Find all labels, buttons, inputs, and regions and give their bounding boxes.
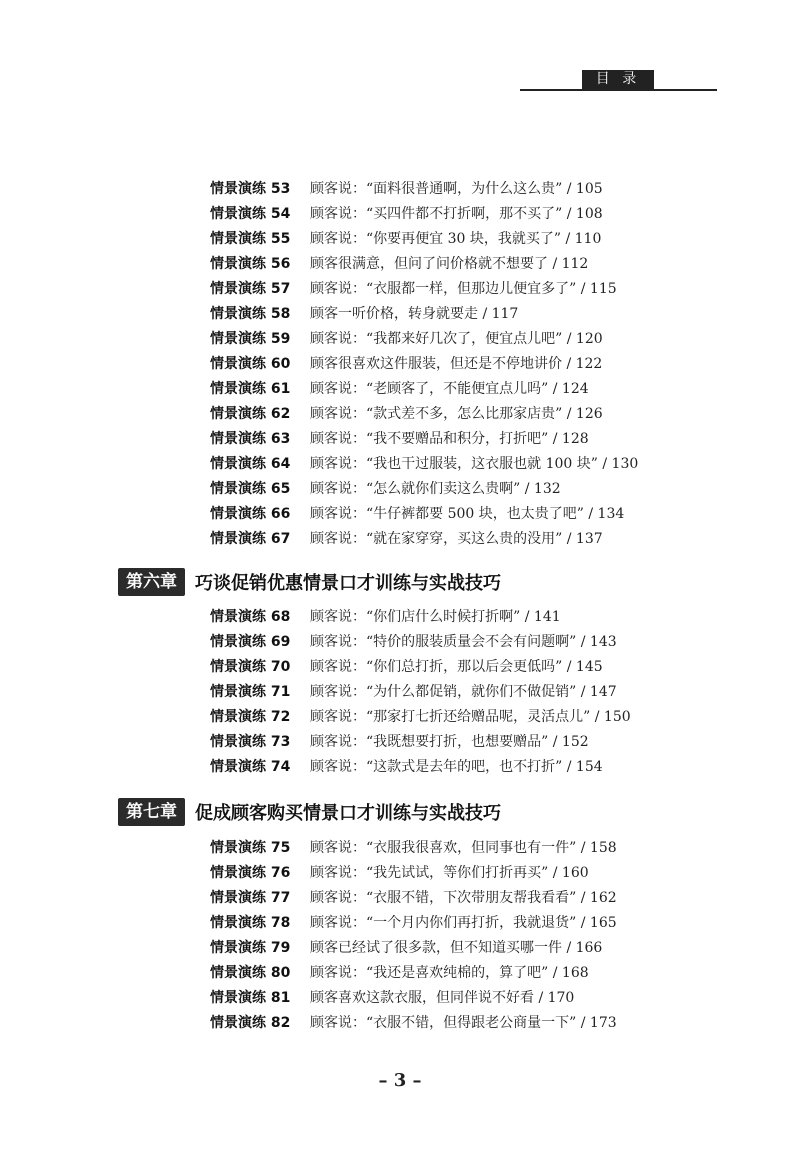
chapter-heading[interactable] bbox=[118, 567, 501, 597]
toc-entry[interactable] bbox=[210, 427, 638, 452]
entry-text: 顾客说：“我先试试，等你们打折再买” / 160 bbox=[310, 865, 589, 881]
toc-entry[interactable] bbox=[210, 202, 638, 227]
entry-label: 情景演练 63 bbox=[210, 431, 291, 447]
entry-text: 顾客说：“为什么都促销，就你们不做促销” / 147 bbox=[310, 684, 617, 700]
entry-text: 顾客说：“特价的服装质量会不会有问题啊” / 143 bbox=[310, 634, 617, 650]
toc-entry[interactable] bbox=[210, 477, 638, 502]
toc-group bbox=[210, 836, 617, 1036]
entry-text: 顾客说：“衣服不错，但得跟老公商量一下” / 173 bbox=[310, 1015, 617, 1031]
toc-entry[interactable] bbox=[210, 911, 617, 936]
toc-entry[interactable] bbox=[210, 1011, 617, 1036]
toc-entry[interactable] bbox=[210, 605, 631, 630]
entry-text: 顾客说：“老顾客了，不能便宜点儿吗” / 124 bbox=[310, 381, 589, 397]
entry-label: 情景演练 70 bbox=[210, 659, 291, 675]
toc-entry[interactable] bbox=[210, 861, 617, 886]
entry-text: 顾客说：“就在家穿穿，买这么贵的没用” / 137 bbox=[310, 531, 603, 547]
entry-text: 顾客说：“这款式是去年的吧，也不打折” / 154 bbox=[310, 759, 603, 775]
entry-label: 情景演练 80 bbox=[210, 965, 291, 981]
toc-entry[interactable] bbox=[210, 961, 617, 986]
toc-entry[interactable] bbox=[210, 277, 638, 302]
toc-group bbox=[210, 177, 638, 552]
entry-label: 情景演练 81 bbox=[210, 990, 291, 1006]
entry-text: 顾客说：“那家打七折还给赠品呢，灵活点儿” / 150 bbox=[310, 709, 631, 725]
toc-entry[interactable] bbox=[210, 680, 631, 705]
entry-text: 顾客说：“款式差不多，怎么比那家店贵” / 126 bbox=[310, 406, 603, 422]
entry-label: 情景演练 68 bbox=[210, 609, 291, 625]
entry-text: 顾客说：“怎么就你们卖这么贵啊” / 132 bbox=[310, 481, 561, 497]
entry-label: 情景演练 78 bbox=[210, 915, 291, 931]
entry-label: 情景演练 79 bbox=[210, 940, 291, 956]
toc-entry[interactable] bbox=[210, 377, 638, 402]
toc-entry[interactable] bbox=[210, 836, 617, 861]
header-rule bbox=[520, 89, 717, 91]
entry-text: 顾客说：“衣服都一样，但那边儿便宜多了” / 115 bbox=[310, 281, 617, 297]
entry-label: 情景演练 57 bbox=[210, 281, 291, 297]
toc-entry[interactable] bbox=[210, 936, 617, 961]
entry-text: 顾客一听价格，转身就要走 / 117 bbox=[310, 306, 519, 322]
toc-entry[interactable] bbox=[210, 730, 631, 755]
entry-label: 情景演练 54 bbox=[210, 206, 291, 222]
toc-entry[interactable] bbox=[210, 227, 638, 252]
toc-entry[interactable] bbox=[210, 886, 617, 911]
entry-text: 顾客说：“买四件都不打折啊，那不买了” / 108 bbox=[310, 206, 603, 222]
toc-entry[interactable] bbox=[210, 177, 638, 202]
entry-label: 情景演练 75 bbox=[210, 840, 291, 856]
toc-entry[interactable] bbox=[210, 352, 638, 377]
toc-entry[interactable] bbox=[210, 302, 638, 327]
toc-entry[interactable] bbox=[210, 986, 617, 1011]
entry-text: 顾客说：“我不要赠品和积分，打折吧” / 128 bbox=[310, 431, 589, 447]
toc-entry[interactable] bbox=[210, 527, 638, 552]
chapter-heading[interactable] bbox=[118, 797, 501, 827]
entry-text: 顾客说：“我也干过服装，这衣服也就 100 块” / 130 bbox=[310, 456, 639, 472]
entry-label: 情景演练 64 bbox=[210, 456, 291, 472]
entry-label: 情景演练 72 bbox=[210, 709, 291, 725]
entry-text: 顾客说：“面料很普通啊，为什么这么贵” / 105 bbox=[310, 181, 603, 197]
chapter-badge: 第六章 bbox=[118, 568, 185, 596]
toc-entry[interactable] bbox=[210, 630, 631, 655]
entry-label: 情景演练 66 bbox=[210, 506, 291, 522]
entry-label: 情景演练 74 bbox=[210, 759, 291, 775]
entry-text: 顾客已经试了很多款，但不知道买哪一件 / 166 bbox=[310, 940, 603, 956]
toc-group bbox=[210, 605, 631, 780]
entry-text: 顾客说：“我都来好几次了，便宜点儿吧” / 120 bbox=[310, 331, 603, 347]
entry-text: 顾客说：“一个月内你们再打折，我就退货” / 165 bbox=[310, 915, 617, 931]
entry-label: 情景演练 82 bbox=[210, 1015, 291, 1031]
entry-label: 情景演练 73 bbox=[210, 734, 291, 750]
toc-entry[interactable] bbox=[210, 705, 631, 730]
entry-text: 顾客说：“你要再便宜 30 块，我就买了” / 110 bbox=[310, 231, 602, 247]
toc-entry[interactable] bbox=[210, 327, 638, 352]
toc-entry[interactable] bbox=[210, 755, 631, 780]
toc-entry[interactable] bbox=[210, 402, 638, 427]
toc-entry[interactable] bbox=[210, 655, 631, 680]
toc-entry[interactable] bbox=[210, 452, 638, 477]
entry-text: 顾客很喜欢这件服装，但还是不停地讲价 / 122 bbox=[310, 356, 603, 372]
entry-text: 顾客很满意，但问了问价格就不想要了 / 112 bbox=[310, 256, 589, 272]
entry-text: 顾客说：“你们店什么时候打折啊” / 141 bbox=[310, 609, 561, 625]
entry-label: 情景演练 62 bbox=[210, 406, 291, 422]
entry-text: 顾客说：“衣服我很喜欢，但同事也有一件” / 158 bbox=[310, 840, 617, 856]
entry-label: 情景演练 65 bbox=[210, 481, 291, 497]
toc-entry[interactable] bbox=[210, 252, 638, 277]
page-number: – 3 – bbox=[378, 1070, 422, 1091]
entry-label: 情景演练 67 bbox=[210, 531, 291, 547]
section-tab: 目 录 bbox=[582, 70, 654, 89]
entry-text: 顾客说：“你们总打折，那以后会更低吗” / 145 bbox=[310, 659, 603, 675]
entry-text: 顾客说：“衣服不错，下次带朋友帮我看看” / 162 bbox=[310, 890, 617, 906]
entry-label: 情景演练 53 bbox=[210, 181, 291, 197]
entry-label: 情景演练 76 bbox=[210, 865, 291, 881]
entry-label: 情景演练 71 bbox=[210, 684, 291, 700]
entry-label: 情景演练 69 bbox=[210, 634, 291, 650]
chapter-title: 巧谈促销优惠情景口才训练与实战技巧 bbox=[195, 573, 501, 594]
chapter-badge: 第七章 bbox=[118, 798, 185, 826]
entry-label: 情景演练 60 bbox=[210, 356, 291, 372]
entry-text: 顾客说：“我既想要打折，也想要赠品” / 152 bbox=[310, 734, 589, 750]
toc-entry[interactable] bbox=[210, 502, 638, 527]
entry-text: 顾客喜欢这款衣服，但同伴说不好看 / 170 bbox=[310, 990, 575, 1006]
entry-text: 顾客说：“我还是喜欢纯棉的，算了吧” / 168 bbox=[310, 965, 589, 981]
entry-text: 顾客说：“牛仔裤都要 500 块，也太贵了吧” / 134 bbox=[310, 506, 625, 522]
entry-label: 情景演练 58 bbox=[210, 306, 291, 322]
entry-label: 情景演练 55 bbox=[210, 231, 291, 247]
entry-label: 情景演练 56 bbox=[210, 256, 291, 272]
entry-label: 情景演练 61 bbox=[210, 381, 291, 397]
entry-label: 情景演练 59 bbox=[210, 331, 291, 347]
entry-label: 情景演练 77 bbox=[210, 890, 291, 906]
chapter-title: 促成顾客购买情景口才训练与实战技巧 bbox=[195, 803, 501, 824]
